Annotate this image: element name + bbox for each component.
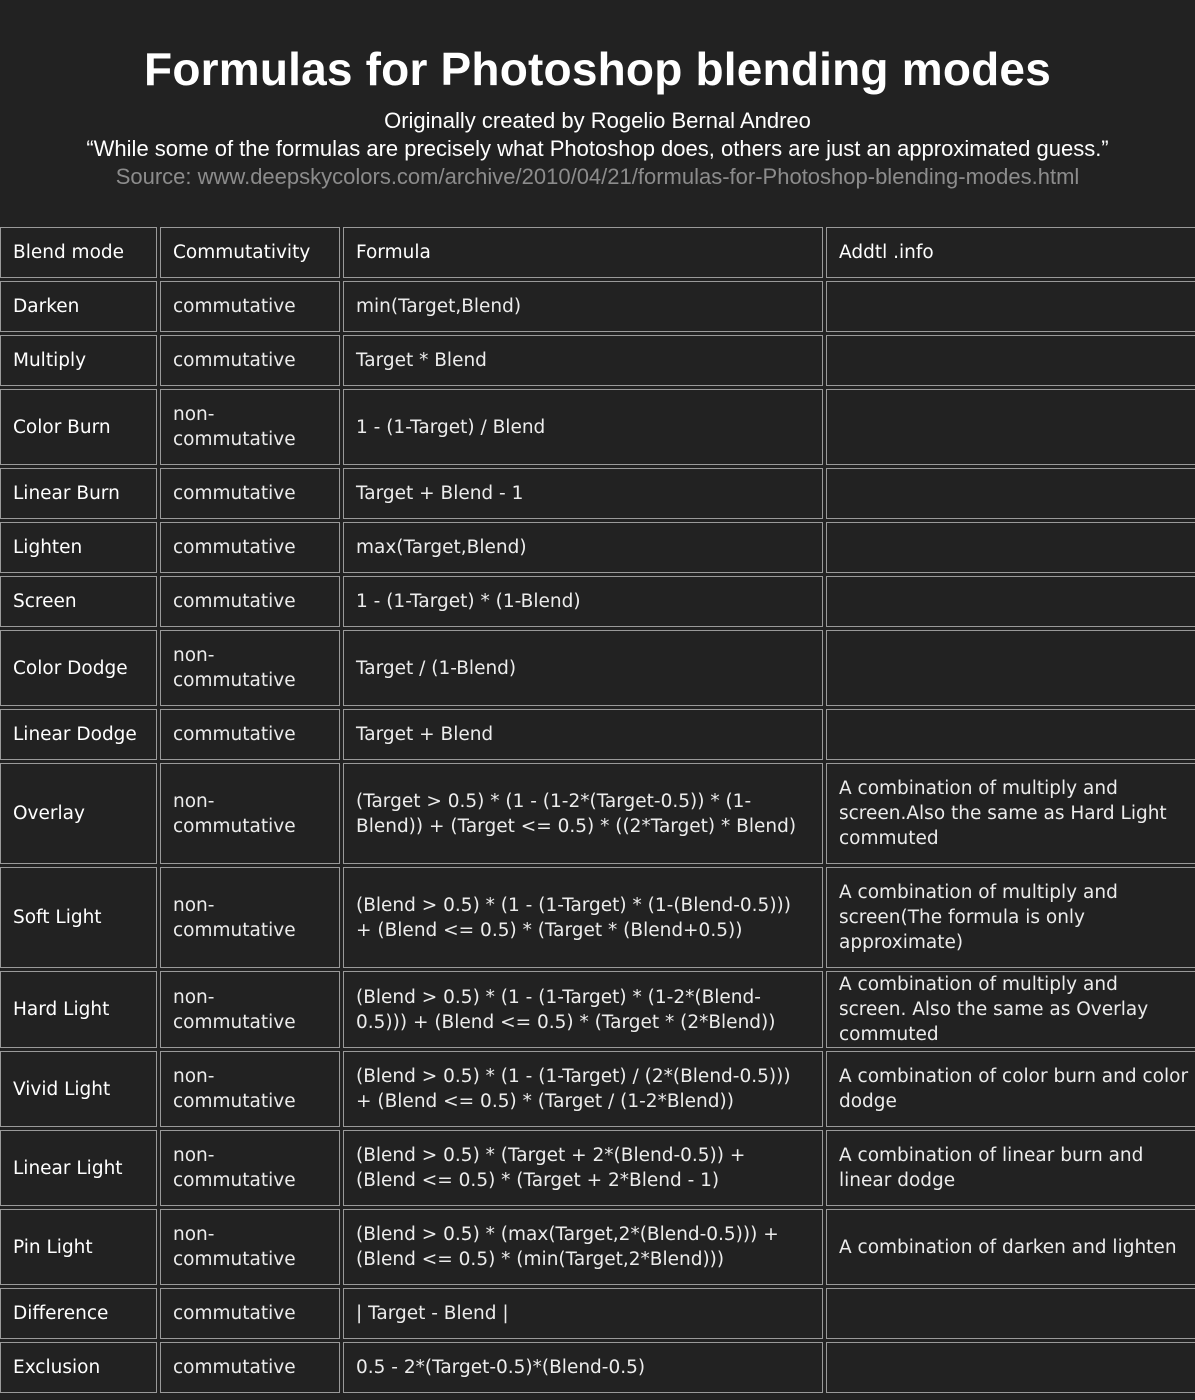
commutativity-cell: non-commutative — [160, 1051, 340, 1127]
table-row — [0, 867, 1195, 968]
commutativity-cell: non-commutative — [160, 389, 340, 465]
quote: “While some of the formulas are precisely what Photoshop does, others are just an approximated guess.” — [86, 136, 1109, 161]
blend-mode-cell: Screen — [0, 576, 157, 627]
commutativity-cell: commutative — [160, 522, 340, 573]
info-cell — [826, 630, 1195, 706]
info-cell: A combination of linear burn and linear dodge — [826, 1130, 1195, 1206]
formula-cell: Target * Blend — [343, 335, 823, 386]
info-cell: A combination of multiply and screen.Also the same as Hard Light commuted — [826, 763, 1195, 864]
page-title: Formulas for Photoshop blending modes — [144, 43, 1051, 95]
blend-mode-cell: Color Dodge — [0, 630, 157, 706]
table-row — [0, 971, 1195, 1048]
blend-mode-cell: Difference — [0, 1288, 157, 1339]
info-cell: A combination of darken and lighten — [826, 1209, 1195, 1285]
info-cell — [826, 522, 1195, 573]
formula-cell: Target + Blend — [343, 709, 823, 760]
source-link[interactable]: Source: www.deepskycolors.com/archive/2010/04/21/formulas-for-Photoshop-blending-modes.html — [115, 164, 1080, 189]
table-row — [0, 1288, 1195, 1339]
table-row — [0, 522, 1195, 573]
table-row — [0, 1342, 1195, 1393]
commutativity-cell: commutative — [160, 281, 340, 332]
blend-mode-cell: Darken — [0, 281, 157, 332]
table-row — [0, 335, 1195, 386]
blend-modes-table — [0, 224, 1195, 1396]
info-cell: A combination of multiply and screen. Also the same as Overlay commuted — [826, 971, 1195, 1048]
table-row — [0, 763, 1195, 864]
formula-cell: (Blend > 0.5) * (1 - (1-Target) / (2*(Blend-0.5))) + (Blend <= 0.5) * (Target / (1-2*Blend)) — [343, 1051, 823, 1127]
info-cell — [826, 709, 1195, 760]
commutativity-cell: commutative — [160, 468, 340, 519]
table-row — [0, 630, 1195, 706]
formula-cell: Target / (1-Blend) — [343, 630, 823, 706]
formula-cell: (Blend > 0.5) * (Target + 2*(Blend-0.5)) + (Blend <= 0.5) * (Target + 2*Blend - 1) — [343, 1130, 823, 1206]
table-row — [0, 576, 1195, 627]
info-cell — [826, 468, 1195, 519]
table-row — [0, 389, 1195, 465]
blend-mode-cell: Color Burn — [0, 389, 157, 465]
commutativity-cell: non-commutative — [160, 630, 340, 706]
column-header-info: Addtl .info — [826, 227, 1195, 278]
formula-cell: 0.5 - 2*(Target-0.5)*(Blend-0.5) — [343, 1342, 823, 1393]
commutativity-cell: commutative — [160, 576, 340, 627]
blend-mode-cell: Linear Dodge — [0, 709, 157, 760]
column-header-commutativity: Commutativity — [160, 227, 340, 278]
formula-cell: (Target > 0.5) * (1 - (1-2*(Target-0.5)) * (1-Blend)) + (Target <= 0.5) * ((2*Target) * Blend) — [343, 763, 823, 864]
formula-cell: 1 - (1-Target) / Blend — [343, 389, 823, 465]
commutativity-cell: non-commutative — [160, 867, 340, 968]
table-row — [0, 709, 1195, 760]
formula-cell: (Blend > 0.5) * (max(Target,2*(Blend-0.5))) + (Blend <= 0.5) * (min(Target,2*Blend))) — [343, 1209, 823, 1285]
formula-cell: (Blend > 0.5) * (1 - (1-Target) * (1-(Blend-0.5))) + (Blend <= 0.5) * (Target * (Blend+0.5)) — [343, 867, 823, 968]
info-cell — [826, 1342, 1195, 1393]
commutativity-cell: commutative — [160, 335, 340, 386]
header — [0, 0, 1195, 191]
blend-mode-cell: Exclusion — [0, 1342, 157, 1393]
info-cell — [826, 335, 1195, 386]
blend-mode-cell: Soft Light — [0, 867, 157, 968]
commutativity-cell: commutative — [160, 1288, 340, 1339]
formula-cell: max(Target,Blend) — [343, 522, 823, 573]
blend-mode-cell: Linear Light — [0, 1130, 157, 1206]
formula-cell: | Target - Blend | — [343, 1288, 823, 1339]
info-cell: A combination of multiply and screen(The formula is only approximate) — [826, 867, 1195, 968]
blend-mode-cell: Linear Burn — [0, 468, 157, 519]
info-cell — [826, 389, 1195, 465]
commutativity-cell: non-commutative — [160, 763, 340, 864]
commutativity-cell: commutative — [160, 709, 340, 760]
table-row — [0, 1130, 1195, 1206]
info-cell — [826, 1288, 1195, 1339]
blend-mode-cell: Vivid Light — [0, 1051, 157, 1127]
table-row — [0, 281, 1195, 332]
formula-cell: Target + Blend - 1 — [343, 468, 823, 519]
table-header-row — [0, 227, 1195, 278]
info-cell — [826, 281, 1195, 332]
table-row — [0, 1209, 1195, 1285]
blend-mode-cell: Overlay — [0, 763, 157, 864]
blend-mode-cell: Lighten — [0, 522, 157, 573]
commutativity-cell: commutative — [160, 1342, 340, 1393]
commutativity-cell: non-commutative — [160, 1130, 340, 1206]
formula-cell: (Blend > 0.5) * (1 - (1-Target) * (1-2*(Blend-0.5))) + (Blend <= 0.5) * (Target * (2*Blend)) — [343, 971, 823, 1048]
blend-mode-cell: Multiply — [0, 335, 157, 386]
subtitle: Originally created by Rogelio Bernal Andreo — [384, 108, 811, 133]
commutativity-cell: non-commutative — [160, 971, 340, 1048]
commutativity-cell: non-commutative — [160, 1209, 340, 1285]
formula-cell: min(Target,Blend) — [343, 281, 823, 332]
formula-cell: 1 - (1-Target) * (1-Blend) — [343, 576, 823, 627]
table-row — [0, 468, 1195, 519]
blend-mode-cell: Pin Light — [0, 1209, 157, 1285]
info-cell: A combination of color burn and color dodge — [826, 1051, 1195, 1127]
blend-mode-cell: Hard Light — [0, 971, 157, 1048]
column-header-blend-mode: Blend mode — [0, 227, 157, 278]
table-row — [0, 1051, 1195, 1127]
info-cell — [826, 576, 1195, 627]
column-header-formula: Formula — [343, 227, 823, 278]
